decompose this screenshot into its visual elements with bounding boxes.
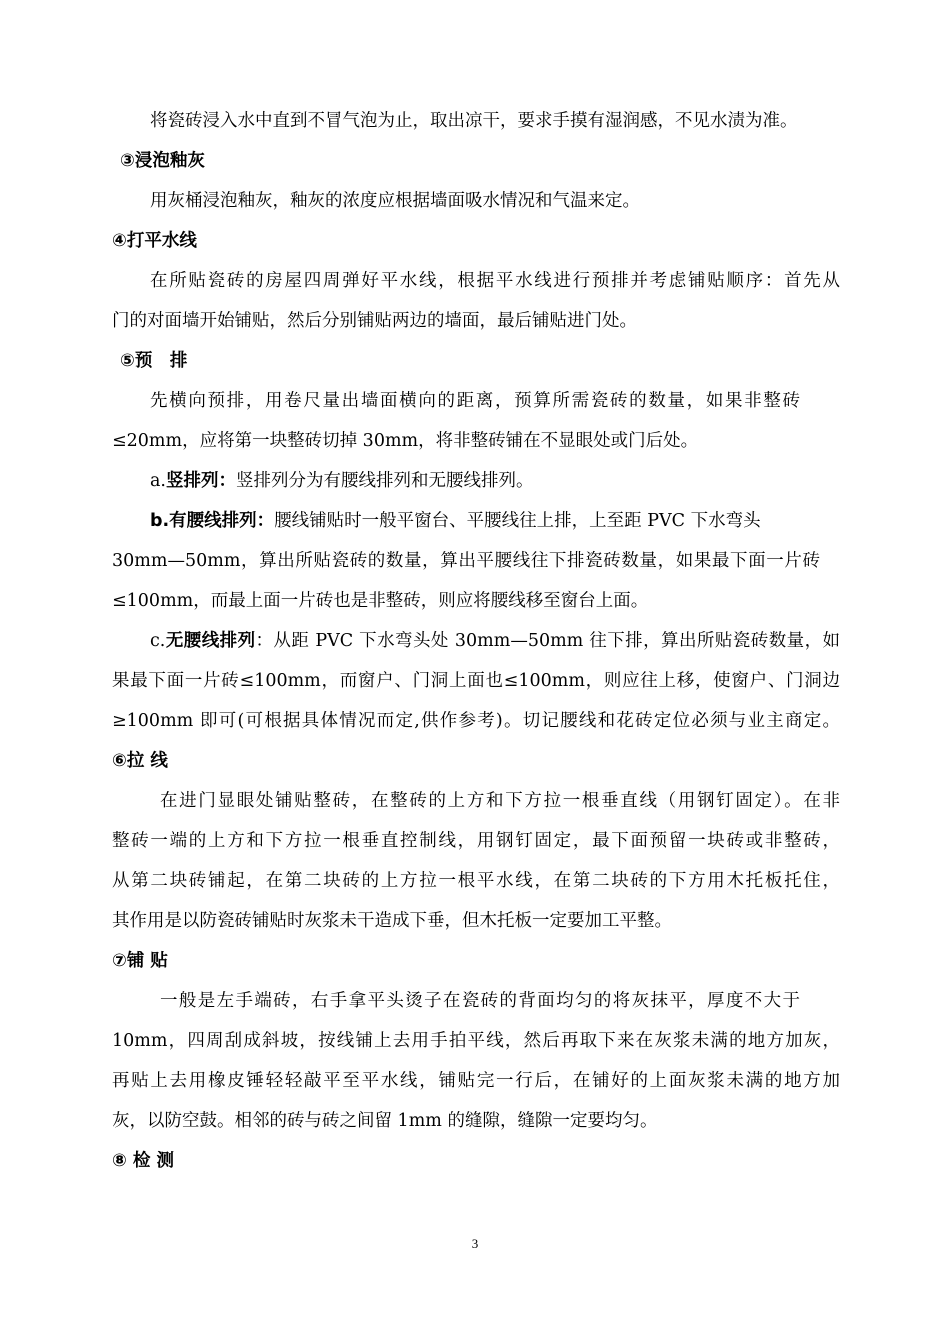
paragraph-line: 一般是左手端砖，右手拿平头烫子在瓷砖的背面均匀的将灰抹平，厚度不大于 <box>160 991 800 1011</box>
list-item-without-waistline <box>150 629 840 653</box>
paragraph-line: 在所贴瓷砖的房屋四周弹好平水线，根据平水线进行预排并考虑铺贴顺序：首先从 <box>150 271 840 291</box>
section-heading-pull-line: ⑥拉 线 <box>112 751 168 771</box>
term-text: ：从距 PVC 下水弯头处 30mm—50mm 往下排，算出所贴瓷砖数量，如 <box>255 631 841 651</box>
paragraph-line: 30mm—50mm，算出所贴瓷砖的数量，算出平腰线往下排瓷砖数量，如果最下面一片砖 <box>112 551 820 571</box>
list-item-vertical-arrangement <box>150 469 878 493</box>
paragraph-line: 用灰桶浸泡釉灰，釉灰的浓度应根据墙面吸水情况和气温来定。 <box>150 191 640 211</box>
section-heading-inspection: ⑧ 检 测 <box>112 1151 175 1171</box>
page-number: 3 <box>471 1236 479 1251</box>
paragraph-line: ≤100mm，而最上面一片砖也是非整砖，则应将腰线移至窗台上面。 <box>112 591 649 611</box>
list-item-with-waistline <box>150 509 878 533</box>
term-text: 竖排列分为有腰线排列和无腰线排列。 <box>236 471 534 491</box>
term-label: b.有腰线排列： <box>150 511 275 531</box>
section-heading-level-line: ④打平水线 <box>112 231 197 251</box>
paragraph-line: ≥100mm 即可(可根据具体情况而定,供作参考)。切记腰线和花砖定位必须与业主商定。 <box>112 711 840 731</box>
paragraph-line: 灰，以防空鼓。相邻的砖与砖之间留 1mm 的缝隙，缝隙一定要均匀。 <box>112 1111 658 1131</box>
term-label: 无腰线排列 <box>165 631 256 651</box>
paragraph-line: ≤20mm，应将第一块整砖切掉 30mm，将非整砖铺在不显眼处或门后处。 <box>112 431 699 451</box>
section-heading-tiling: ⑦铺 贴 <box>112 951 168 971</box>
paragraph-line: 门的对面墙开始铺贴，然后分别铺贴两边的墙面，最后铺贴进门处。 <box>112 311 637 331</box>
paragraph-line: 10mm，四周刮成斜坡，按线铺上去用手拍平线，然后再取下来在灰浆未满的地方加灰， <box>112 1031 840 1051</box>
section-heading-soak-glaze: ③浸泡釉灰 <box>120 151 205 171</box>
paragraph-line: 先横向预排，用卷尺量出墙面横向的距离，预算所需瓷砖的数量，如果非整砖 <box>150 391 800 411</box>
paragraph-line: 从第二块砖铺起，在第二块砖的上方拉一根平水线，在第二块砖的下方用木托板托住， <box>112 871 840 891</box>
paragraph-line: 其作用是以防瓷砖铺贴时灰浆未干造成下垂，但木托板一定要加工平整。 <box>112 911 672 931</box>
paragraph-line: 在进门显眼处铺贴整砖，在整砖的上方和下方拉一根垂直线（用钢钉固定）。在非 <box>160 791 840 811</box>
list-marker: a. <box>150 471 166 491</box>
paragraph-line: 再贴上去用橡皮锤轻轻敲平至平水线，铺贴完一行后，在铺好的上面灰浆未满的地方加 <box>112 1071 840 1091</box>
paragraph-line: 整砖一端的上方和下方拉一根垂直控制线，用钢钉固定，最下面预留一块砖或非整砖， <box>112 831 840 851</box>
paragraph-line: 将瓷砖浸入水中直到不冒气泡为止，取出凉干，要求手摸有湿润感，不见水渍为准。 <box>150 111 798 131</box>
paragraph-line: 果最下面一片砖≤100mm，而窗户、门洞上面也≤100mm，则应往上移，使窗户、门洞边 <box>112 671 840 691</box>
term-text: 腰线铺贴时一般平窗台、平腰线往上排，上至距 PVC 下水弯头 <box>274 511 761 531</box>
list-marker: c. <box>150 631 166 651</box>
term-label: 竖排列： <box>166 471 236 491</box>
section-heading-pre-arrange: ⑤预 排 <box>120 351 188 371</box>
